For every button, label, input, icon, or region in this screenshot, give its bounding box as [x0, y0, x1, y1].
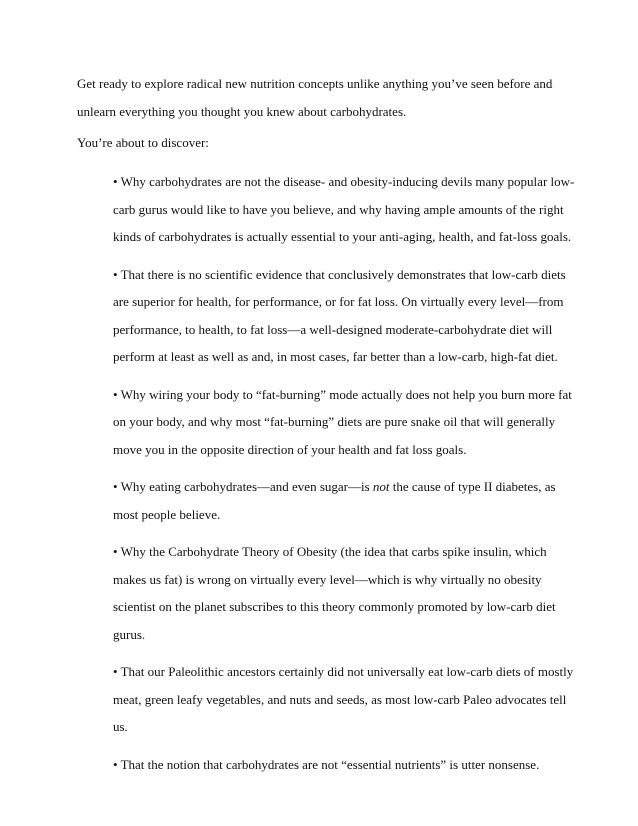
bullet-line: • Why the Carbohydrate Theory of Obesity (the idea that carbs spike insulin, which — [113, 544, 547, 559]
bullet-text: • Why eating carbohydrates—and even sugar—is — [113, 479, 373, 494]
bullet-line: us. — [113, 719, 128, 734]
emphasis-text: not — [372, 479, 390, 494]
bullet-line: carb gurus would like to have you believe, and why having ample amounts of the right — [113, 201, 564, 217]
bullet-line: • That the notion that carbohydrates are not “essential nutrients” is utter nonsense. — [113, 756, 540, 772]
bullet-item — [113, 473, 583, 528]
bullet-item — [113, 751, 583, 779]
bullet-line: • Why carbohydrates are not the disease- and obesity-inducing devils many popular low- — [113, 174, 575, 189]
bullet-item — [113, 168, 583, 251]
bullet-item — [113, 538, 583, 648]
bullet-item — [113, 658, 583, 741]
intro-paragraph — [77, 70, 577, 125]
bullet-line: are superior for health, for performance, or for fat loss. On virtually every level—from — [113, 294, 564, 309]
bullet-line: meat, green leafy vegetables, and nuts and seeds, as most low-carb Paleo advocates tell — [113, 691, 567, 707]
bullet-line: kinds of carbohydrates is actually essential to your anti-aging, health, and fat-loss goals. — [113, 229, 572, 244]
intro-line: unlearn everything you thought you knew about carbohydrates. — [77, 103, 407, 119]
bullet-line: scientist on the planet subscribes to this theory commonly promoted by low-carb diet — [113, 599, 556, 614]
bullet-line: performance, to health, to fat loss—a well-designed moderate-carbohydrate diet will — [113, 321, 553, 337]
bullet-text: the cause of type II diabetes, as — [389, 479, 556, 494]
bullet-list — [113, 168, 583, 788]
bullet-line: • That there is no scientific evidence that conclusively demonstrates that low-carb diets — [113, 266, 566, 282]
bullet-line: gurus. — [113, 626, 146, 642]
bullet-line: move you in the opposite direction of your health and fat loss goals. — [113, 441, 467, 457]
intro-line: Get ready to explore radical new nutrition concepts unlike anything you’ve seen before and — [77, 76, 553, 91]
lead-text: You’re about to discover: — [77, 135, 209, 150]
bullet-line: on your body, and why most “fat-burning” diets are pure snake oil that will generally — [113, 414, 556, 429]
bullet-line — [113, 479, 556, 494]
bullet-item — [113, 381, 583, 464]
bullet-line: most people believe. — [113, 506, 221, 522]
bullet-line: • That our Paleolithic ancestors certainly did not universally eat low-carb diets of mostly — [113, 664, 574, 679]
bullet-line: makes us fat) is wrong on virtually every level—which is why virtually no obesity — [113, 571, 542, 587]
bullet-line: • Why wiring your body to “fat-burning” mode actually does not help you burn more fat — [113, 386, 572, 402]
bullet-item — [113, 261, 583, 371]
bullet-line: perform at least as well as and, in most cases, far better than a low-carb, high-fat diet. — [113, 349, 558, 364]
